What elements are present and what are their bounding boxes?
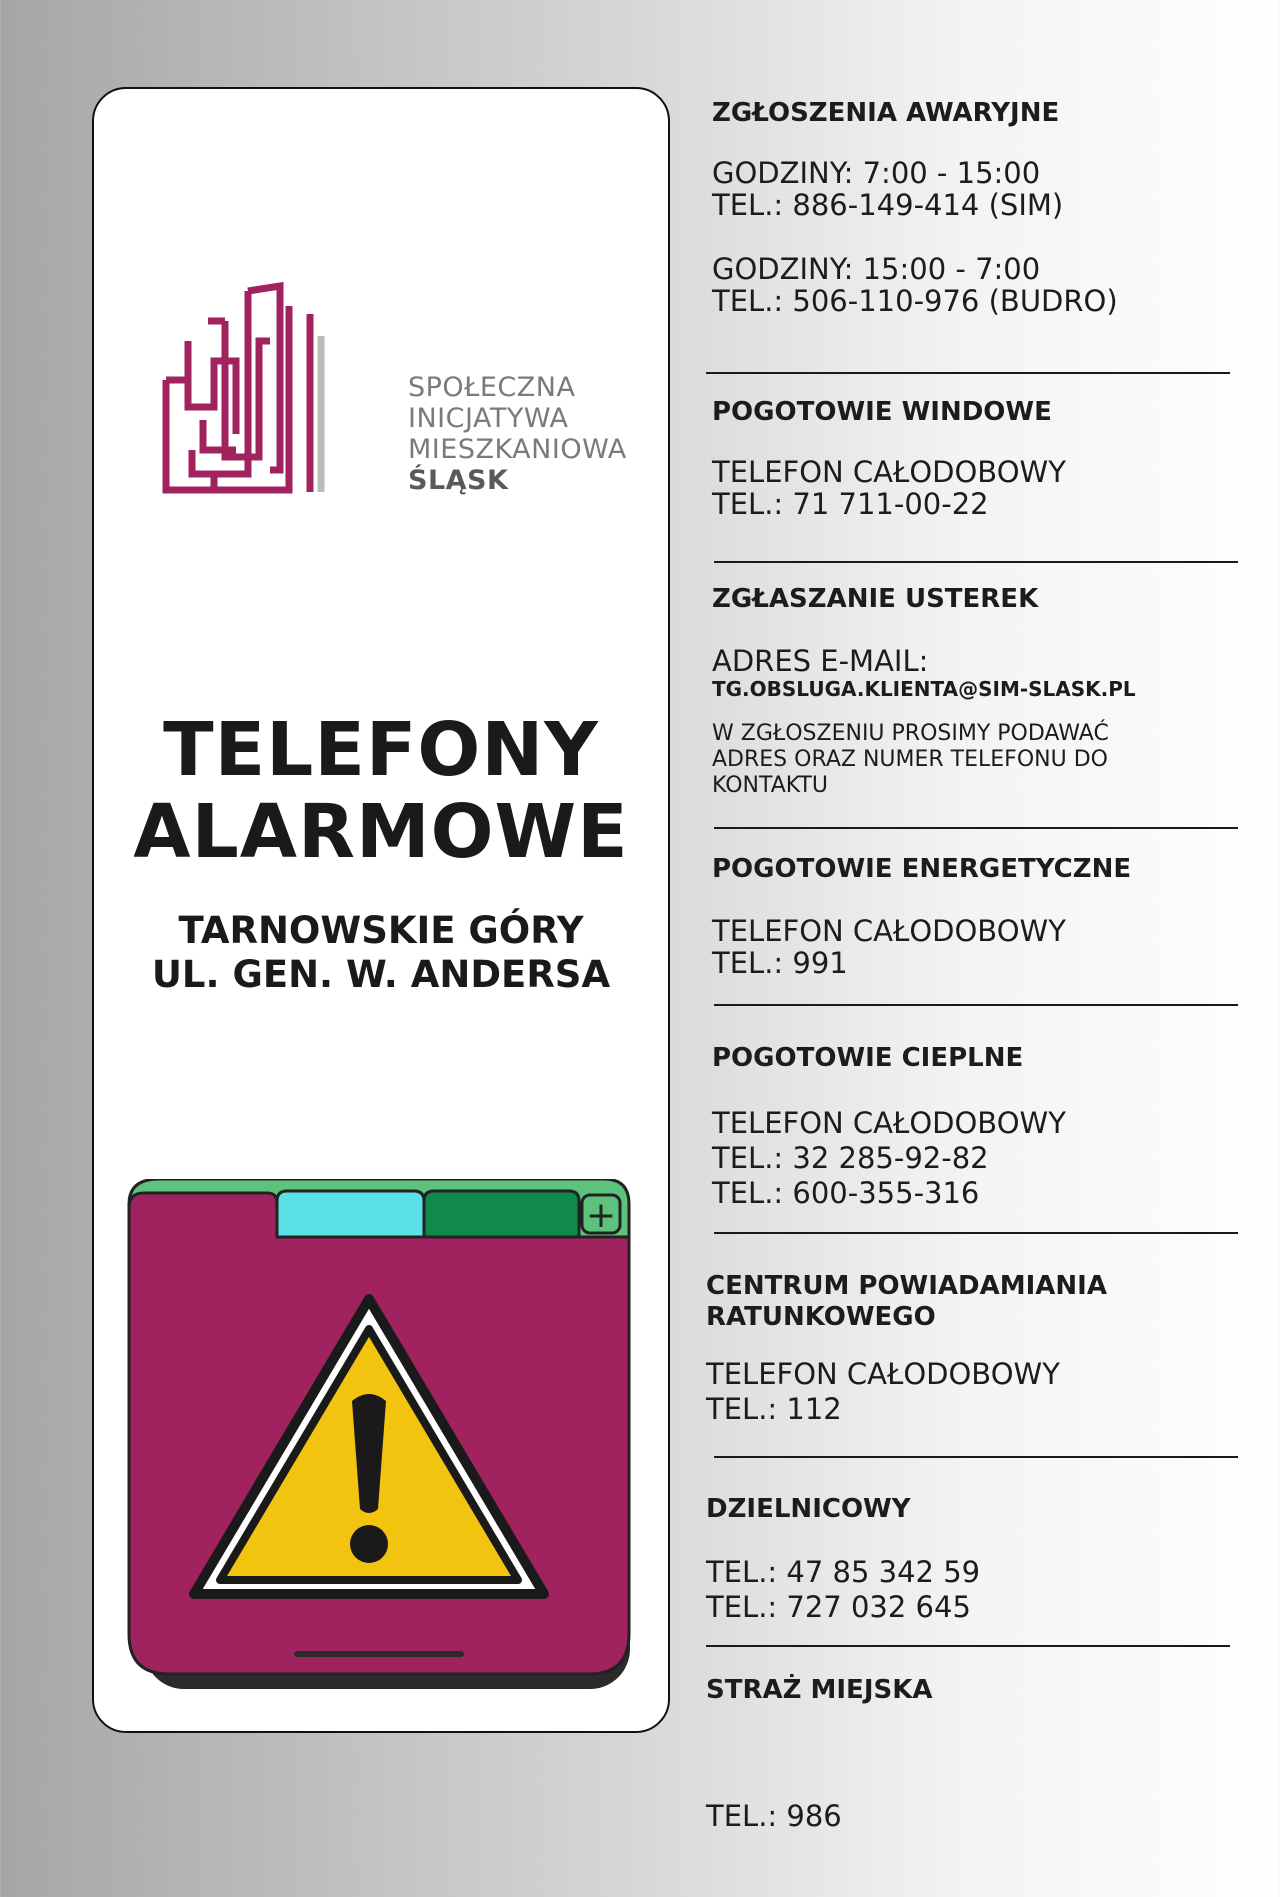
logo-wordmark xyxy=(408,372,627,496)
shift1-hours: GODZINY: 7:00 - 15:00 xyxy=(712,156,1041,190)
shift2-phone: TEL.: 506-110-976 (BUDRO) xyxy=(712,284,1118,318)
phone-1: TEL.: 47 85 342 59 xyxy=(706,1555,981,1589)
section-title: ZGŁASZANIE USTEREK xyxy=(712,584,1039,614)
divider xyxy=(714,1232,1238,1234)
section-title-line-2: RATUNKOWEGO xyxy=(706,1302,936,1332)
divider xyxy=(714,561,1238,563)
section-centrum-powiadamiania xyxy=(706,1271,1246,1427)
report-note: W ZGŁOSZENIU PROSIMY PODAWAĆ ADRES ORAZ NUMER TELEFONU DO KONTAKTU xyxy=(712,721,1109,798)
section-zgloszenia-awaryjne xyxy=(712,98,1252,317)
phone-1: TEL.: 32 285-92-82 xyxy=(712,1141,989,1175)
phone: TEL.: 112 xyxy=(706,1392,842,1426)
divider xyxy=(706,372,1230,374)
divider xyxy=(714,1456,1238,1458)
divider xyxy=(714,827,1238,829)
location xyxy=(94,909,668,997)
phone-2: TEL.: 600-355-316 xyxy=(712,1176,980,1210)
section-title: ZGŁOSZENIA AWARYJNE xyxy=(712,98,1060,128)
availability: TELEFON CAŁODOBOWY xyxy=(712,1106,1066,1140)
section-pogotowie-energetyczne xyxy=(712,854,1252,979)
section-zglaszanie-usterek xyxy=(712,584,1252,799)
phone: TEL.: 986 xyxy=(706,1799,842,1833)
section-title: POGOTOWIE ENERGETYCZNE xyxy=(712,854,1132,884)
phone-2: TEL.: 727 032 645 xyxy=(706,1590,971,1624)
availability: TELEFON CAŁODOBOWY xyxy=(706,1357,1060,1391)
availability: TELEFON CAŁODOBOWY xyxy=(712,914,1066,948)
section-pogotowie-cieplne xyxy=(712,1043,1252,1211)
location-city: TARNOWSKIE GÓRY xyxy=(178,909,584,952)
section-title: STRAŻ MIEJSKA xyxy=(706,1675,933,1705)
shift1-phone: TEL.: 886-149-414 (SIM) xyxy=(712,188,1064,222)
location-street: UL. GEN. W. ANDERSA xyxy=(151,953,611,996)
tab-green xyxy=(424,1191,579,1239)
page-title xyxy=(94,709,668,873)
phone: TEL.: 71 711-00-22 xyxy=(712,487,989,521)
building-logo-icon xyxy=(148,274,408,504)
phone: TEL.: 991 xyxy=(712,946,848,980)
email-link[interactable]: TG.OBSLUGA.KLIENTA@SIM-SLASK.PL xyxy=(712,677,1136,701)
info-card xyxy=(92,87,670,1733)
divider xyxy=(706,1645,1230,1647)
section-pogotowie-windowe xyxy=(712,397,1252,520)
section-title-line-1: CENTRUM POWIADAMIANIA xyxy=(706,1271,1107,1301)
shift2-hours: GODZINY: 15:00 - 7:00 xyxy=(712,252,1041,286)
availability: TELEFON CAŁODOBOWY xyxy=(712,455,1066,489)
section-dzielnicowy xyxy=(706,1494,1246,1625)
folder-slot xyxy=(294,1651,464,1657)
section-title: DZIELNICOWY xyxy=(706,1494,911,1524)
section-title: POGOTOWIE CIEPLNE xyxy=(712,1043,1024,1073)
logo-line-3: MIESZKANIOWA xyxy=(408,434,627,465)
logo-line-1: SPOŁECZNA xyxy=(408,372,576,403)
tab-cyan xyxy=(277,1191,424,1239)
logo xyxy=(148,274,627,504)
section-straz-miejska xyxy=(706,1675,1246,1896)
title-line-2: ALARMOWE xyxy=(133,789,629,875)
logo-line-4: ŚLĄSK xyxy=(408,465,509,496)
title-line-1: TELEFONY xyxy=(163,707,599,793)
email-label: ADRES E-MAIL: xyxy=(712,644,929,678)
folder-warning-illustration xyxy=(124,1179,644,1789)
section-title: POGOTOWIE WINDOWE xyxy=(712,397,1052,427)
divider xyxy=(714,1004,1238,1006)
plus-icon: + xyxy=(585,1195,617,1236)
logo-line-2: INICJATYWA xyxy=(408,403,569,434)
